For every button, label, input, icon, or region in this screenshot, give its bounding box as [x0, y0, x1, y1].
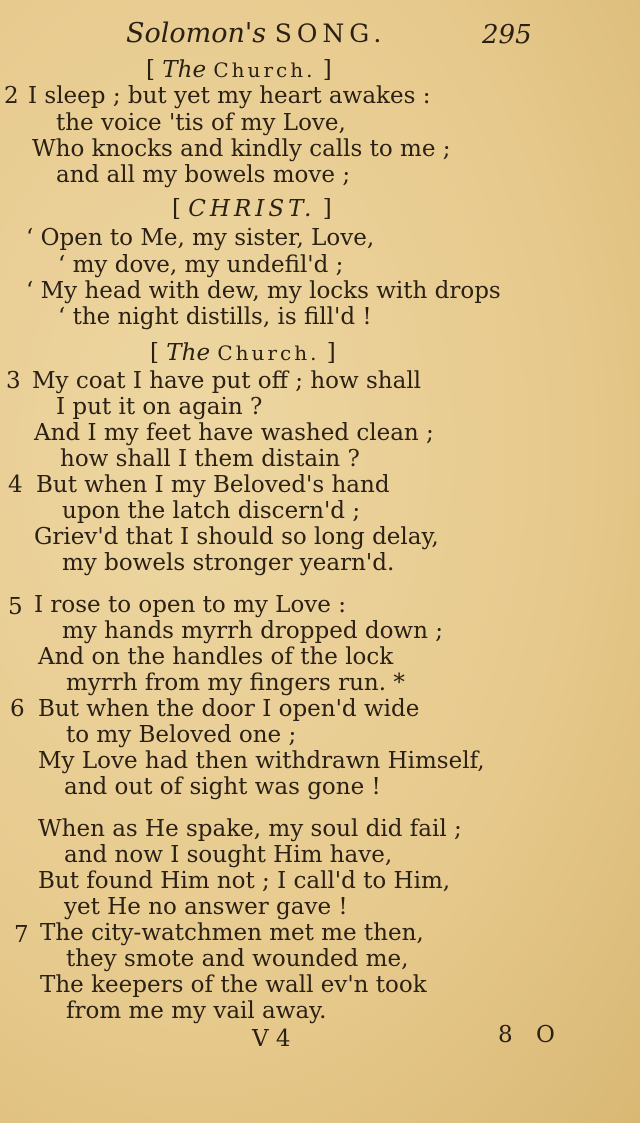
verse-number: 4 [8, 472, 23, 498]
verse-line: But when I my Beloved's hand [36, 472, 390, 498]
bracket-open: [ [150, 340, 159, 366]
verse-line: and now I sought Him have, [64, 842, 393, 868]
page-number: 295 [482, 20, 532, 50]
speaker-heading-church [150, 340, 336, 366]
bracket-close: ] [322, 196, 332, 222]
verse-line: to my Beloved one ; [66, 722, 297, 748]
verse-line: and all my bowels move ; [56, 162, 351, 188]
speaker-heading-church [146, 57, 332, 83]
verse-line: ‘ My head with dew, my locks with drops [26, 278, 501, 304]
verse-line: My coat I have put off ; how shall [32, 368, 422, 394]
bracket-open: [ [172, 196, 181, 222]
verse-line: And on the handles of the lock [38, 644, 394, 670]
bracket-close: ] [326, 340, 336, 366]
verse-line: I sleep ; but yet my heart awakes : [28, 83, 431, 109]
heading-article: The [162, 57, 207, 83]
heading-speaker: CHRIST. [188, 196, 316, 222]
catchword: 8 O [498, 1022, 563, 1048]
verse-line: ‘ my dove, my undefil'd ; [58, 252, 344, 278]
running-title [126, 18, 386, 49]
verse-line: But when the door I open'd wide [38, 696, 420, 722]
verse-line: I rose to open to my Love : [34, 592, 346, 618]
verse-line: my bowels stronger yearn'd. [62, 550, 395, 576]
verse-line: The keepers of the wall ev'n took [40, 972, 427, 998]
bracket-open: [ [146, 57, 155, 83]
bracket-close: ] [322, 57, 332, 83]
heading-speaker: Church. [213, 58, 316, 82]
verse-line: myrrh from my fingers run. * [66, 670, 405, 696]
verse-line: My Love had then withdrawn Himself, [38, 748, 485, 774]
heading-article: The [166, 340, 211, 366]
verse-line: they smote and wounded me, [66, 946, 409, 972]
verse-line: my hands myrrh dropped down ; [62, 618, 443, 644]
running-title-italic: Solomon's [126, 18, 267, 49]
verse-line: the voice 'tis of my Love, [56, 110, 346, 136]
running-title-caps: SONG. [274, 19, 387, 48]
verse-number: 2 [4, 83, 19, 109]
verse-number: 6 [10, 696, 25, 722]
verse-line: But found Him not ; I call'd to Him, [38, 868, 451, 894]
verse-number: 7 [14, 922, 29, 948]
verse-number: 3 [6, 368, 21, 394]
verse-line: I put it on again ? [56, 394, 263, 420]
verse-number: 5 [8, 594, 23, 620]
verse-line: Griev'd that I should so long delay, [34, 524, 439, 550]
verse-line: Who knocks and kindly calls to me ; [32, 136, 451, 162]
verse-line: from me my vail away. [66, 998, 327, 1024]
verse-line: The city-watchmen met me then, [40, 920, 424, 946]
verse-line: And I my feet have washed clean ; [34, 420, 434, 446]
heading-speaker: Church. [217, 341, 320, 365]
verse-line: yet He no answer gave ! [64, 894, 348, 920]
signature-mark: V 4 [252, 1026, 291, 1052]
speaker-heading-christ [172, 196, 332, 222]
verse-line: ‘ the night distills, is fill'd ! [58, 304, 372, 330]
verse-line: upon the latch discern'd ; [62, 498, 361, 524]
verse-line: When as He spake, my soul did fail ; [38, 816, 462, 842]
verse-line: and out of sight was gone ! [64, 774, 381, 800]
verse-line: ‘ Open to Me, my sister, Love, [26, 225, 375, 251]
verse-line: how shall I them distain ? [60, 446, 360, 472]
